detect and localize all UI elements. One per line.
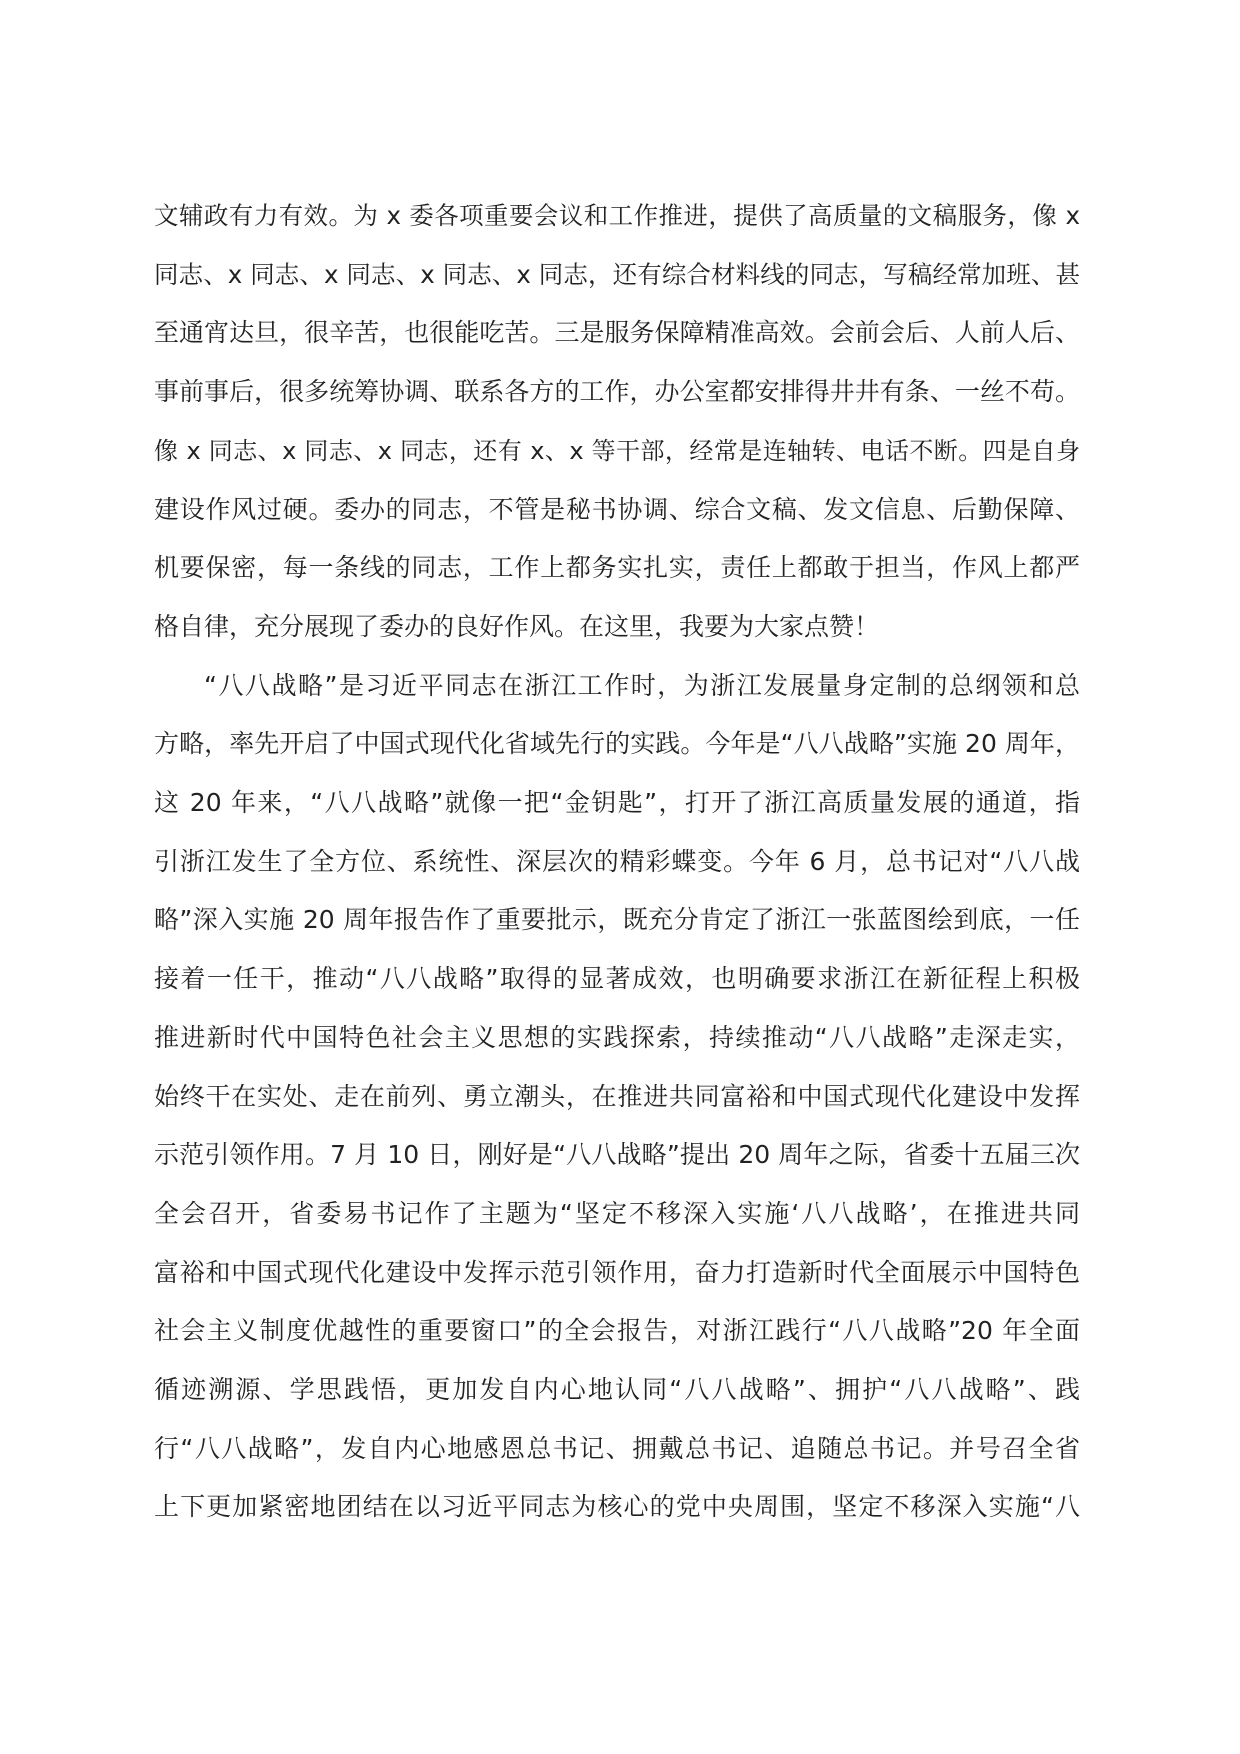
text-line: 社会主义制度优越性的重要窗口”的全会报告，对浙江践行“八八战略”20 年全面 [154, 1316, 1080, 1346]
text-line: 事前事后，很多统筹协调、联系各方的工作，办公室都安排得井井有条、一丝不苟。 [154, 377, 1080, 407]
text-line: 方略，率先开启了中国式现代化省域先行的实践。今年是“八八战略”实施 20 周年， [154, 729, 1080, 759]
text-line: 上下更加紧密地团结在以习近平同志为核心的党中央周围，坚定不移深入实施“八 [154, 1492, 1080, 1522]
text-line: 格自律，充分展现了委办的良好作风。在这里，我要为大家点赞！ [154, 611, 880, 641]
text-line: 文辅政有力有效。为 x 委各项重要会议和工作推进，提供了高质量的文稿服务，像 x [154, 201, 1080, 230]
text-line: 接着一任干，推动“八八战略”取得的显著成效，也明确要求浙江在新征程上积极 [154, 964, 1080, 994]
text-line: 示范引领作用。7 月 10 日，刚好是“八八战略”提出 20 周年之际，省委十五届三次 [154, 1140, 1080, 1170]
text-line: “八八战略”是习近平同志在浙江工作时，为浙江发展量身定制的总纲领和总 [204, 670, 1080, 700]
text-line: 行“八八战略”，发自内心地感恩总书记、拥戴总书记、追随总书记。并号召全省 [154, 1433, 1080, 1463]
text-line: 像 x 同志、x 同志、x 同志，还有 x、x 等干部，经常是连轴转、电话不断。四是自身 [154, 436, 1080, 465]
text-line: 略”深入实施 20 周年报告作了重要批示，既充分肯定了浙江一张蓝图绘到底，一任 [154, 905, 1080, 935]
text-line: 循迹溯源、学思践悟，更加发自内心地认同“八八战略”、拥护“八八战略”、践 [154, 1375, 1080, 1405]
paragraph-1 [154, 187, 1080, 657]
text-line: 建设作风过硬。委办的同志，不管是秘书协调、综合文稿、发文信息、后勤保障、 [154, 494, 1080, 524]
text-line: 全会召开，省委易书记作了主题为“坚定不移深入实施‘八八战略’，在推进共同 [154, 1198, 1080, 1228]
text-line: 至通宵达旦，很辛苦，也很能吃苦。三是服务保障精准高效。会前会后、人前人后、 [154, 318, 1080, 348]
text-line: 始终干在实处、走在前列、勇立潮头，在推进共同富裕和中国式现代化建设中发挥 [154, 1081, 1080, 1111]
text-line: 富裕和中国式现代化建设中发挥示范引领作用，奋力打造新时代全面展示中国特色 [154, 1257, 1080, 1287]
paragraph-2 [154, 657, 1080, 1538]
text-line: 推进新时代中国特色社会主义思想的实践探索，持续推动“八八战略”走深走实， [154, 1022, 1080, 1052]
text-line: 引浙江发生了全方位、系统性、深层次的精彩蝶变。今年 6 月，总书记对“八八战 [154, 846, 1080, 876]
body-text [154, 187, 1080, 1537]
text-line: 机要保密，每一条线的同志，工作上都务实扎实，责任上都敢于担当，作风上都严 [154, 553, 1080, 583]
text-line: 这 20 年来，“八八战略”就像一把“金钥匙”，打开了浙江高质量发展的通道，指 [154, 788, 1080, 818]
text-line: 同志、x 同志、x 同志、x 同志、x 同志，还有综合材料线的同志，写稿经常加班、甚 [154, 259, 1080, 289]
